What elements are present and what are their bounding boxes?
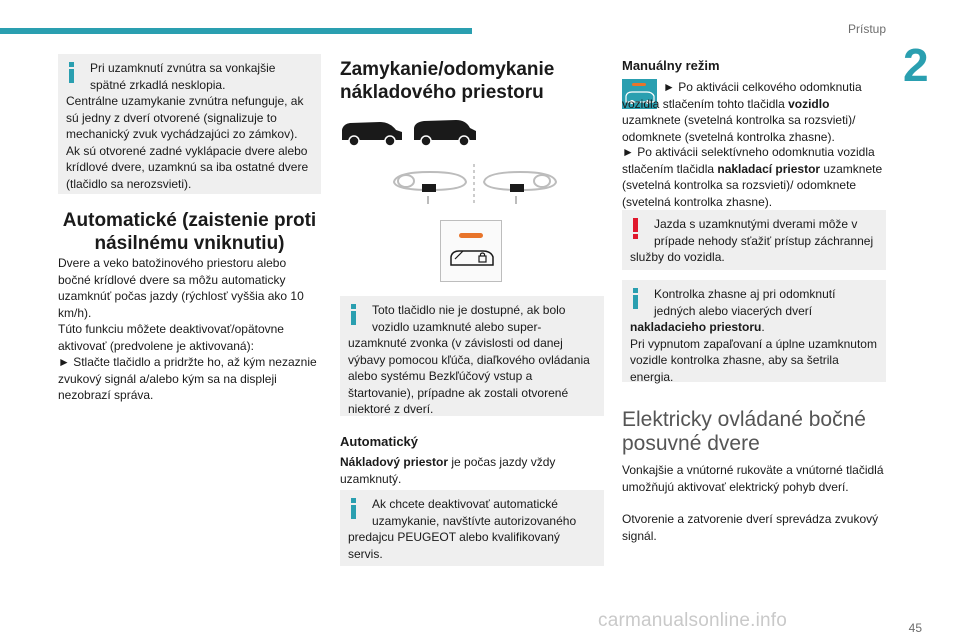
paragraph: Otvorenie a zatvorenie dverí sprevádza zvukový signál. [622,512,879,543]
text: ► Po aktivácii celkového odomknutia vozidla stlačením tohto tlačidla [622,80,862,111]
subheading-automatic: Automatický [340,434,419,449]
info-icon [348,498,360,518]
paragraph [340,454,604,487]
cargo-lock-button-illustration [440,220,502,282]
bold-term: Nákladový priestor [340,455,449,469]
info-text: predajcu PEUGEOT alebo kvalifikovaný servis. [348,530,560,561]
paragraph: Vonkajšie a vnútorné rukoväte a vnútorné tlačidlá umožňujú aktivovať elektrický pohyb dverí. [622,463,884,494]
chapter-number: 2 [903,39,929,91]
paragraph [622,144,886,210]
subheading-manual-mode: Manuálny režim [622,58,720,73]
warning-icon [630,218,642,240]
info-box-availability [340,296,604,416]
section-title: Prístup [847,22,886,36]
steering-wheel-icon [394,172,466,204]
paragraph: Túto funkciu môžete deaktivovať/opätovne aktivovať (predvolene je aktivovaná): [58,322,284,353]
text: je počas jazdy vždy uzamknutý. [340,455,556,486]
info-box-deactivation [340,490,604,566]
info-lead-text: Kontrolka zhasne aj pri odomknutí jedných alebo viacerých dverí [654,287,836,318]
heading-electric-sliding-doors: Elektricky ovládané bočné posuvné dvere [622,408,866,455]
info-text: Pri vypnutom zapaľovaní a úplne uzamknutom vozidle kontrolka zhasne, aby sa šetrila energia. [630,336,877,384]
page-number: 45 [908,621,922,635]
info-icon [66,62,78,82]
info-lead-text: Toto tlačidlo nie je dostupné, ak bolo vozidlo uzamknuté alebo super- [372,303,566,334]
text: . [761,320,765,334]
van-lock-icon [449,247,495,269]
dashboard-illustration [390,160,560,208]
heading-cargo-locking: Zamykanie/odomykanie nákladového priestoru [340,59,555,103]
van-icon [414,120,476,146]
info-text: Centrálne uzamykanie zvnútra nefunguje, ak sú jedny z dverí otvorené (signalizuje to mechanický zvuk vychádzajúci zo zámkov). [66,94,304,141]
text: uzamknete (svetelná kontrolka sa rozsvieti)/ odomknete (svetelná kontrolka zhasne). [622,161,883,209]
van-silhouettes-illustration [340,116,480,148]
info-icon [630,288,642,308]
info-text: uzamknuté zvonka (v závislosti od danej výbavy pomocou kľúča, diaľkového ovládania alebo systému Bezkľúčový vstup a štartovanie), prípadne ak zostali otvorené niektoré z dverí. [348,336,590,416]
steering-wheel-icon [484,172,556,204]
warning-box-locked-doors [622,210,886,270]
info-lead-text: Pri uzamknutí zvnútra sa vonkajšie spätné zrkadlá nesklopia. [90,61,276,92]
info-text [630,319,878,336]
info-text: Ak sú otvorené zadné vyklápacie dvere alebo krídlové dvere, uzamknú sa iba ostatné dvere (tlačidlo sa nerozsvieti). [66,143,309,191]
paragraph: Dvere a veko batožinového priestoru alebo bočné krídlové dvere sa môžu automaticky uzamknúť počas jazdy (rýchlosť vyššia ako 10 km/h). [58,256,304,320]
indicator-led [459,233,483,238]
info-box-indicator [622,280,886,382]
info-box-locking [58,54,321,194]
heading-automatic-anti-theft: Automatické (zaistenie proti násilnému vniknutiu) [62,210,317,254]
info-icon [348,304,360,324]
bold-term: nakladací priestor [717,161,821,176]
text: ► Po aktivácii selektívneho odomknutia vozidla stlačením tlačidla [622,145,875,176]
text: uzamknete (svetelná kontrolka sa rozsvieti)/ odomknete (svetelná kontrolka zhasne). [622,113,856,144]
bold-term: nakladacieho priestoru [630,320,762,334]
bold-term: vozidlo [788,96,830,111]
paragraph: ► Stlačte tlačidlo a pridržte ho, až kým nezaznie zvukový signál a/alebo kým sa na displeji nezobrazí správa. [58,355,317,402]
watermark: carmanualsonline.info [598,610,788,631]
info-lead-text: Ak chcete deaktivovať automatické uzamykanie, navštívte autorizovaného [372,497,577,528]
warning-text: služby do vozidla. [630,250,725,264]
header-accent-bar [0,28,472,34]
van-icon [342,122,402,146]
paragraph [622,79,886,145]
warning-lead-text: Jazda s uzamknutými dverami môže v prípade nehody sťažiť prístup záchrannej [654,217,874,248]
